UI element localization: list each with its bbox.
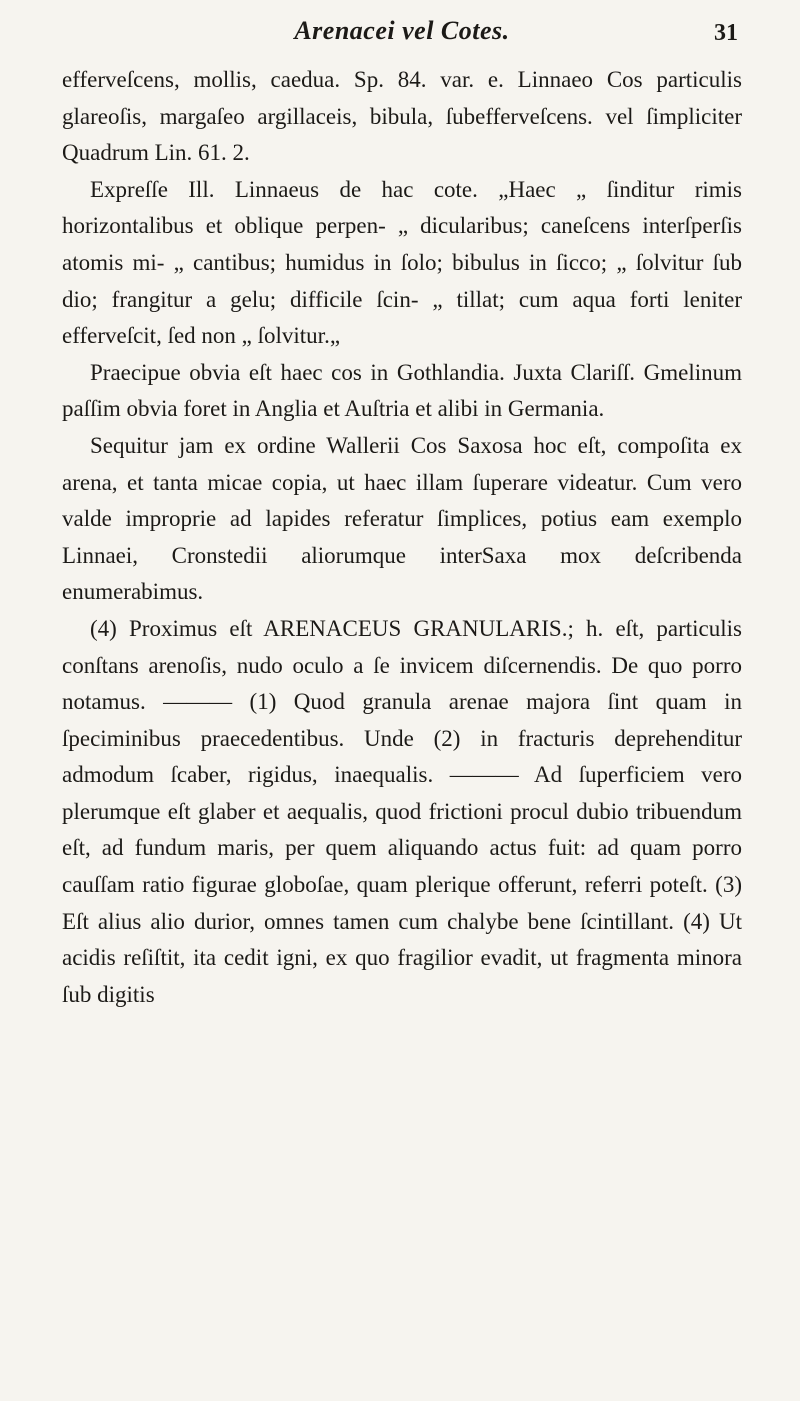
paragraph-cos-saxosa: Sequitur jam ex ordine Wallerii Cos Saxosa hoc eſt, compoſita ex arena, et tanta micae copia, ut haec illam ſuperare videatur. Cum vero valde improprie ad lapides referatur ſimplices, potius eam exemplo Linnaei, Cronstedii aliorumque interSaxa mox deſcribenda enumerabimus. xyxy=(62,432,742,605)
paragraph-continuation: efferveſcens, mollis, caedua. Sp. 84. var. e. Linnaeo Cos particulis glareoſis, margaſeo argillaceis, bibula, ſubefferveſcens. vel ſimpliciter Quadrum Lin. 61. 2. xyxy=(62,67,742,166)
paragraph-arenaceus-granularis: (4) Proximus eſt ARENACEUS GRANULARIS.; h. eſt, particulis conſtans arenoſis, nudo oculo a ſe invicem diſcernendis. De quo porro notamus. ——— (1) Quod granula arenae majora ſint quam in ſpeciminibus praecedentibus. Unde (2) in fracturis deprehenditur admodum ſcaber, rigidus, inaequalis. ——— Ad ſuperficiem vero plerumque eſt glaber et aequalis, quod frictioni procul dubio tribuendum eſt, ad fundum maris, per quem aliquando actus fuit: ad quam porro cauſſam ratio figurae globoſae, quam plerique offerunt, referri poteſt. (3) Eſt alius alio durior, omnes tamen cum chalybe bene ſcintillant. (4) Ut acidis reſiſtit, ita cedit igni, ex quo fragilior evadit, ut fragmenta minora ſub digitis xyxy=(62,615,742,1007)
body-text xyxy=(62,62,742,1013)
running-head xyxy=(62,6,742,62)
running-title: Arenacei vel Cotes. xyxy=(294,16,510,45)
paragraph-linnaeus-quote: Expreſſe Ill. Linnaeus de hac cote. „Haec „ ſinditur rimis horizontalibus et oblique perpen- „ dicularibus; caneſcens interſperſis atomis mi- „ cantibus; humidus in ſolo; bibulus in ſicco; „ ſolvitur ſub dio; frangitur a gelu; difficile ſcin- „ tillat; cum aqua forti leniter efferveſcit, ſed non „ ſolvitur.„ xyxy=(62,176,742,349)
paragraph-gothlandia: Praecipue obvia eſt haec cos in Gothlandia. Juxta Clariſſ. Gmelinum paſſim obvia foret in Anglia et Auſtria et alibi in Germania. xyxy=(62,359,742,422)
page-number: 31 xyxy=(714,20,738,46)
